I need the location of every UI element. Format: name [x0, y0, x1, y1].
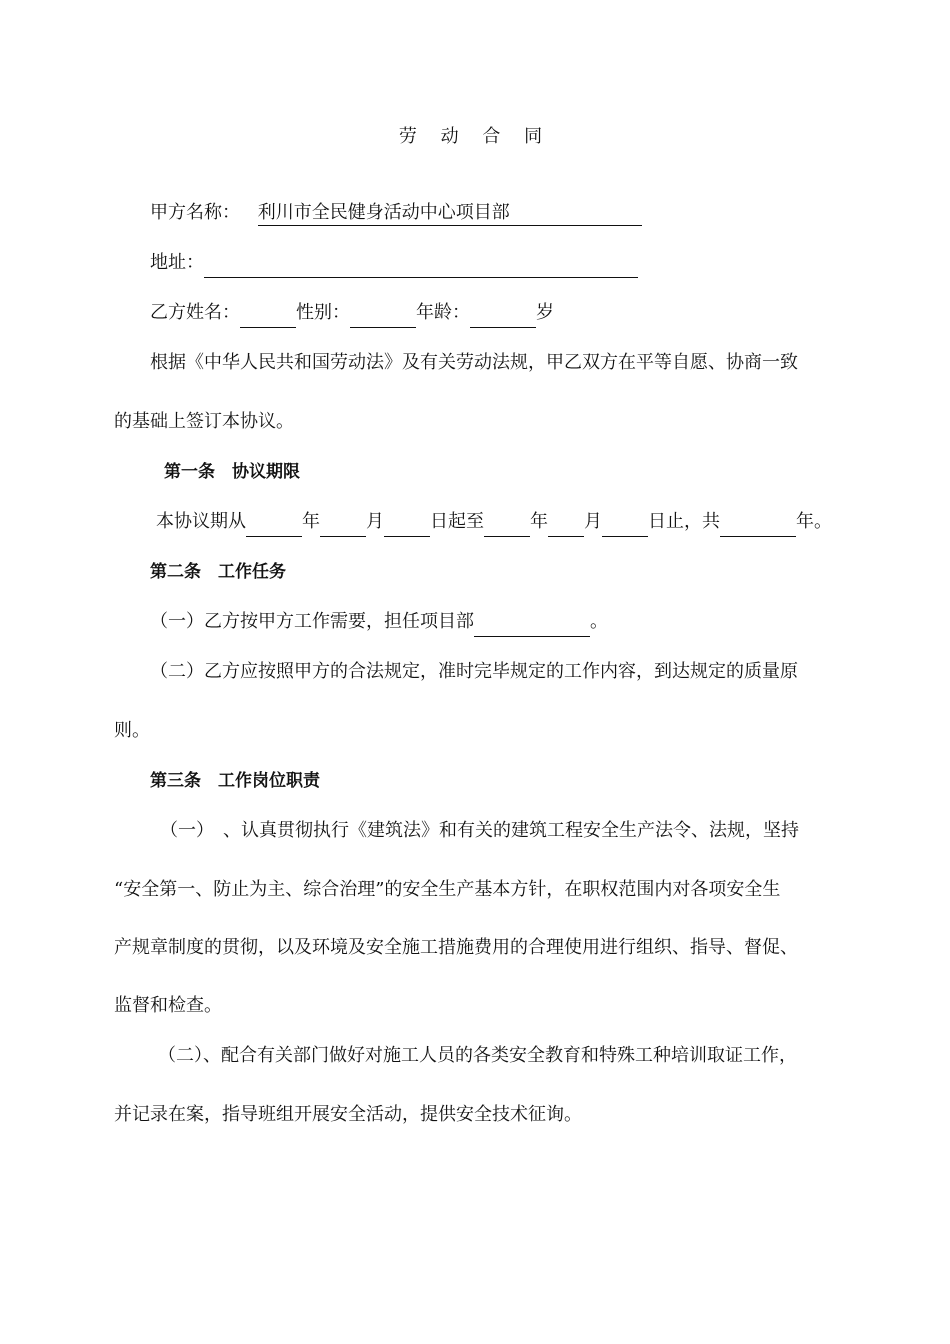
address-field[interactable] — [204, 253, 638, 278]
term-start-label: 本协议期从 — [156, 511, 246, 532]
item-1-end: 。 — [590, 611, 608, 632]
total-years-field[interactable] — [720, 512, 796, 537]
party-a-name-field[interactable] — [258, 201, 642, 226]
party-b-gender-label: 性别： — [296, 302, 350, 323]
end-year-label: 年 — [530, 511, 548, 532]
party-a-label: 甲方名称： — [150, 202, 240, 223]
end-month-field[interactable] — [548, 512, 584, 537]
preamble-line-2: 的基础上签订本协议。 — [114, 411, 294, 432]
article-2-item-2-line-1: （二）乙方应按照甲方的合法规定，准时完毕规定的工作内容，到达规定的质量原 — [150, 661, 798, 682]
total-years-label: 年。 — [796, 511, 832, 532]
start-day-field[interactable] — [384, 512, 430, 537]
end-month-label: 月 — [584, 511, 602, 532]
start-year-field[interactable] — [246, 512, 302, 537]
party-b-name-label: 乙方姓名： — [150, 302, 240, 323]
party-b-gender-field[interactable] — [350, 303, 416, 328]
article-2-heading: 第二条 工作任务 — [150, 562, 286, 582]
position-field[interactable] — [474, 612, 590, 637]
party-b-line — [150, 298, 950, 328]
start-month-field[interactable] — [320, 512, 366, 537]
address-line — [150, 248, 950, 278]
start-day-label: 日起至 — [430, 511, 484, 532]
document-title: 劳 动 合 同 — [398, 126, 552, 147]
article-2-item-2-line-2: 则。 — [114, 720, 150, 741]
article-3-item-2-line-2: 并记录在案，指导班组开展安全活动，提供安全技术征询。 — [114, 1104, 582, 1125]
start-year-label: 年 — [302, 511, 320, 532]
party-b-age-field[interactable] — [470, 303, 536, 328]
party-b-age-unit: 岁 — [536, 302, 554, 323]
party-b-name-field[interactable] — [240, 303, 296, 328]
article-3-item-1-line-1: （一） 、认真贯彻执行《建筑法》和有关的建筑工程安全生产法令、法规，坚持 — [160, 820, 799, 841]
end-day-label: 日止，共 — [648, 511, 720, 532]
article-3-heading: 第三条 工作岗位职责 — [150, 771, 320, 791]
article-1-heading: 第一条 协议期限 — [164, 462, 300, 482]
article-1-term-line — [156, 507, 950, 537]
end-year-field[interactable] — [484, 512, 530, 537]
end-day-field[interactable] — [602, 512, 648, 537]
article-3-item-1-line-2: “安全第一、防止为主、综合治理”的安全生产基本方针，在职权范围内对各项安全生 — [114, 879, 781, 900]
preamble-line-1: 根据《中华人民共和国劳动法》及有关劳动法规，甲乙双方在平等自愿、协商一致 — [150, 352, 798, 373]
party-b-age-label: 年龄： — [416, 302, 470, 323]
article-2-item-1 — [150, 607, 950, 637]
start-month-label: 月 — [366, 511, 384, 532]
article-3-item-2-line-1: （二）、配合有关部门做好对施工人员的各类安全教育和特殊工种培训取证工作， — [158, 1045, 797, 1066]
item-1-text: （一）乙方按甲方工作需要，担任项目部 — [150, 611, 474, 632]
article-3-item-1-line-3: 产规章制度的贯彻，以及环境及安全施工措施费用的合理使用进行组织、指导、督促、 — [114, 937, 798, 958]
party-a-line — [150, 198, 950, 228]
address-label: 地址： — [150, 252, 204, 273]
party-a-name: 利川市全民健身活动中心项目部 — [257, 202, 510, 223]
article-3-item-1-line-4: 监督和检查。 — [114, 995, 222, 1016]
